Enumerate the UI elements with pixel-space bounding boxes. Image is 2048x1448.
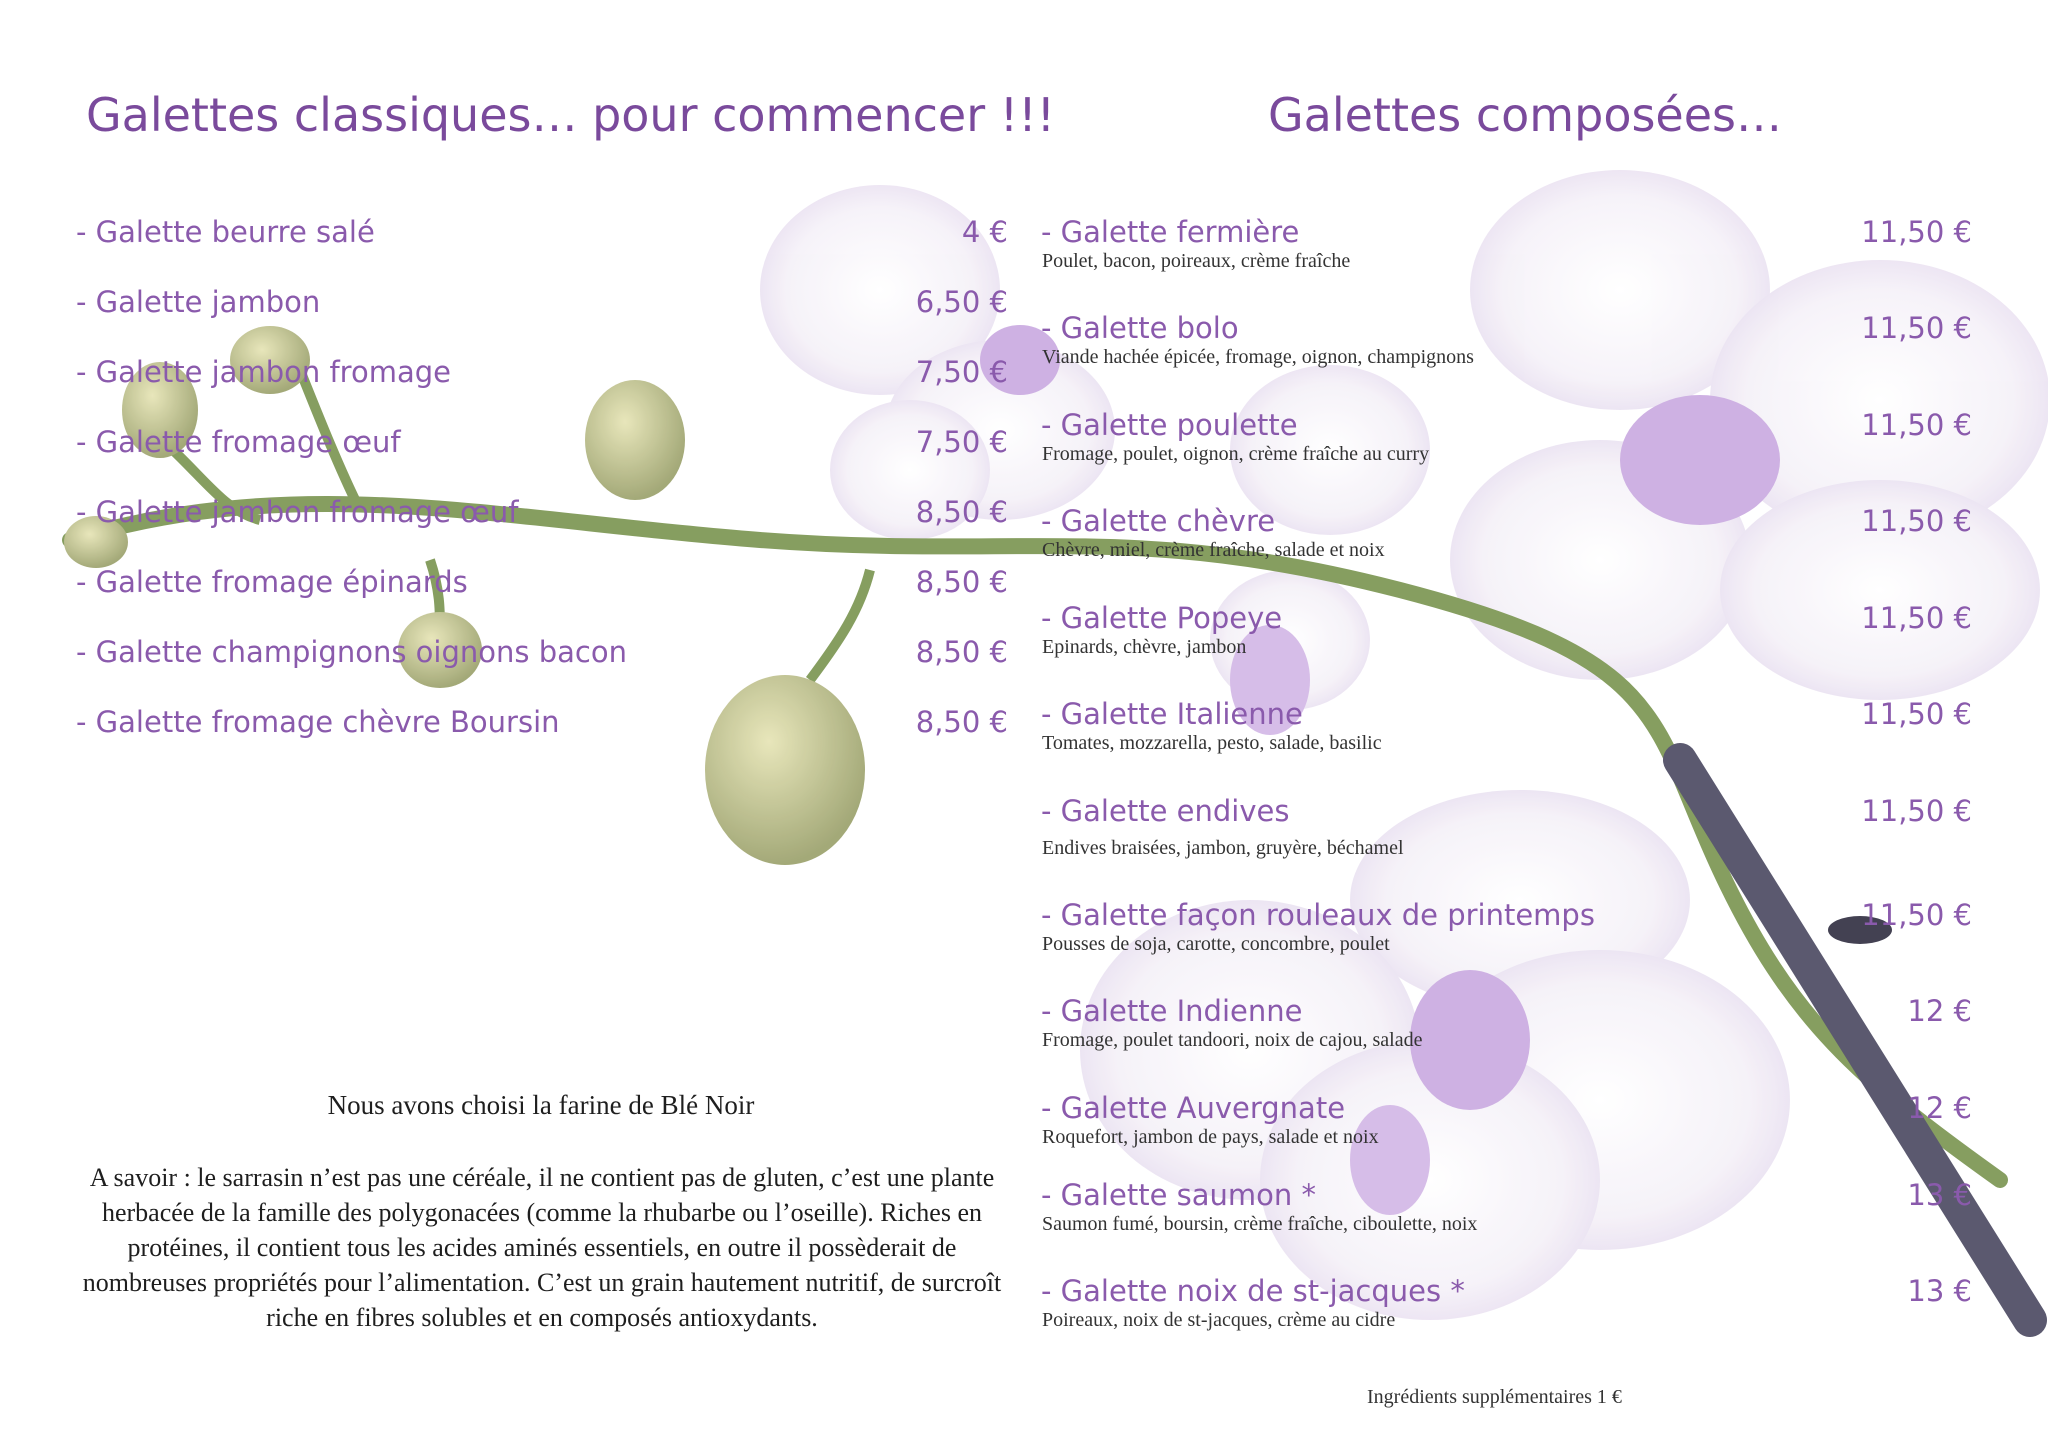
composed-item-name: - Galette façon rouleaux de printemps bbox=[1041, 898, 1595, 932]
classic-item-price: 8,50 € bbox=[915, 705, 1008, 739]
composed-item-description: Fromage, poulet tandoori, noix de cajou, salade bbox=[1042, 1029, 1423, 1051]
composed-item-name: - Galette Popeye bbox=[1041, 601, 1283, 635]
composed-galettes-title: Galettes composées… bbox=[1268, 88, 1782, 142]
classic-item-name: - Galette jambon fromage bbox=[76, 355, 451, 389]
composed-item-description: Tomates, mozzarella, pesto, salade, basilic bbox=[1042, 732, 1382, 754]
classic-item-price: 7,50 € bbox=[915, 425, 1008, 459]
classic-item-price: 4 € bbox=[961, 215, 1008, 249]
classic-item-name: - Galette fromage épinards bbox=[76, 565, 468, 599]
composed-item-name: - Galette chèvre bbox=[1041, 504, 1276, 538]
flour-info-heading: Nous avons choisi la farine de Blé Noir bbox=[327, 1090, 755, 1120]
classic-item-name: - Galette champignons oignons bacon bbox=[76, 635, 627, 669]
composed-item-price: 13 € bbox=[1907, 1274, 1972, 1308]
composed-item-description: Endives braisées, jambon, gruyère, béchamel bbox=[1042, 837, 1404, 859]
composed-item-description: Saumon fumé, boursin, crème fraîche, ciboulette, noix bbox=[1042, 1213, 1478, 1235]
classic-item-price: 7,50 € bbox=[915, 355, 1008, 389]
composed-item-description: Poireaux, noix de st-jacques, crème au cidre bbox=[1042, 1309, 1396, 1331]
composed-item-price: 13 € bbox=[1907, 1178, 1972, 1212]
composed-item-name: - Galette Auvergnate bbox=[1041, 1091, 1346, 1125]
composed-item-price: 11,50 € bbox=[1861, 504, 1972, 538]
composed-item-description: Fromage, poulet, oignon, crème fraîche au curry bbox=[1042, 443, 1430, 465]
composed-item-price: 11,50 € bbox=[1861, 215, 1972, 249]
composed-item-price: 11,50 € bbox=[1861, 794, 1972, 828]
composed-item-name: - Galette fermière bbox=[1041, 215, 1300, 249]
composed-item-name: - Galette Italienne bbox=[1041, 697, 1303, 731]
composed-item-description: Roquefort, jambon de pays, salade et noix bbox=[1042, 1126, 1379, 1148]
buckwheat-info-paragraph: A savoir : le sarrasin n’est pas une céréale, il ne contient pas de gluten, c’est une plante herbacée de la famille des polygonacées (comme la rhubarbe ou l’oseille). Riches en protéines, il contient tous les acides aminés essentiels, en outre il possèderait de nombreuses propriétés pour l’alimentation. C’est un grain hautement nutritif, de surcroît riche en fibres solubles et en composés antioxydants. bbox=[82, 1163, 1002, 1332]
composed-item-price: 12 € bbox=[1907, 1091, 1972, 1125]
classic-item-name: - Galette jambon fromage œuf bbox=[76, 495, 519, 529]
composed-item-name: - Galette Indienne bbox=[1041, 994, 1303, 1028]
classic-galettes-title: Galettes classiques… pour commencer !!! bbox=[86, 88, 1056, 142]
composed-item-name: - Galette endives bbox=[1041, 794, 1290, 828]
composed-item-name: - Galette noix de st-jacques * bbox=[1041, 1274, 1465, 1308]
composed-item-description: Chèvre, miel, crème fraîche, salade et noix bbox=[1042, 539, 1385, 561]
classic-item-name: - Galette jambon bbox=[76, 285, 321, 319]
classic-item-price: 8,50 € bbox=[915, 565, 1008, 599]
composed-item-price: 11,50 € bbox=[1861, 898, 1972, 932]
composed-item-price: 12 € bbox=[1907, 994, 1972, 1028]
composed-item-name: - Galette poulette bbox=[1041, 408, 1298, 442]
classic-item-name: - Galette beurre salé bbox=[76, 215, 375, 249]
composed-item-description: Viande hachée épicée, fromage, oignon, champignons bbox=[1042, 346, 1474, 368]
composed-item-name: - Galette saumon * bbox=[1041, 1178, 1316, 1212]
classic-item-name: - Galette fromage chèvre Boursin bbox=[76, 705, 560, 739]
composed-item-name: - Galette bolo bbox=[1041, 311, 1239, 345]
classic-item-price: 8,50 € bbox=[915, 635, 1008, 669]
composed-item-price: 11,50 € bbox=[1861, 601, 1972, 635]
classic-item-price: 6,50 € bbox=[915, 285, 1008, 319]
composed-item-description: Poulet, bacon, poireaux, crème fraîche bbox=[1042, 250, 1351, 272]
extra-ingredients-note: Ingrédients supplémentaires 1 € bbox=[1367, 1386, 1622, 1408]
composed-item-price: 11,50 € bbox=[1861, 408, 1972, 442]
classic-item-price: 8,50 € bbox=[915, 495, 1008, 529]
composed-item-description: Epinards, chèvre, jambon bbox=[1042, 636, 1247, 658]
composed-item-description: Pousses de soja, carotte, concombre, poulet bbox=[1042, 933, 1390, 955]
classic-item-name: - Galette fromage œuf bbox=[76, 425, 401, 459]
composed-item-price: 11,50 € bbox=[1861, 311, 1972, 345]
composed-item-price: 11,50 € bbox=[1861, 697, 1972, 731]
